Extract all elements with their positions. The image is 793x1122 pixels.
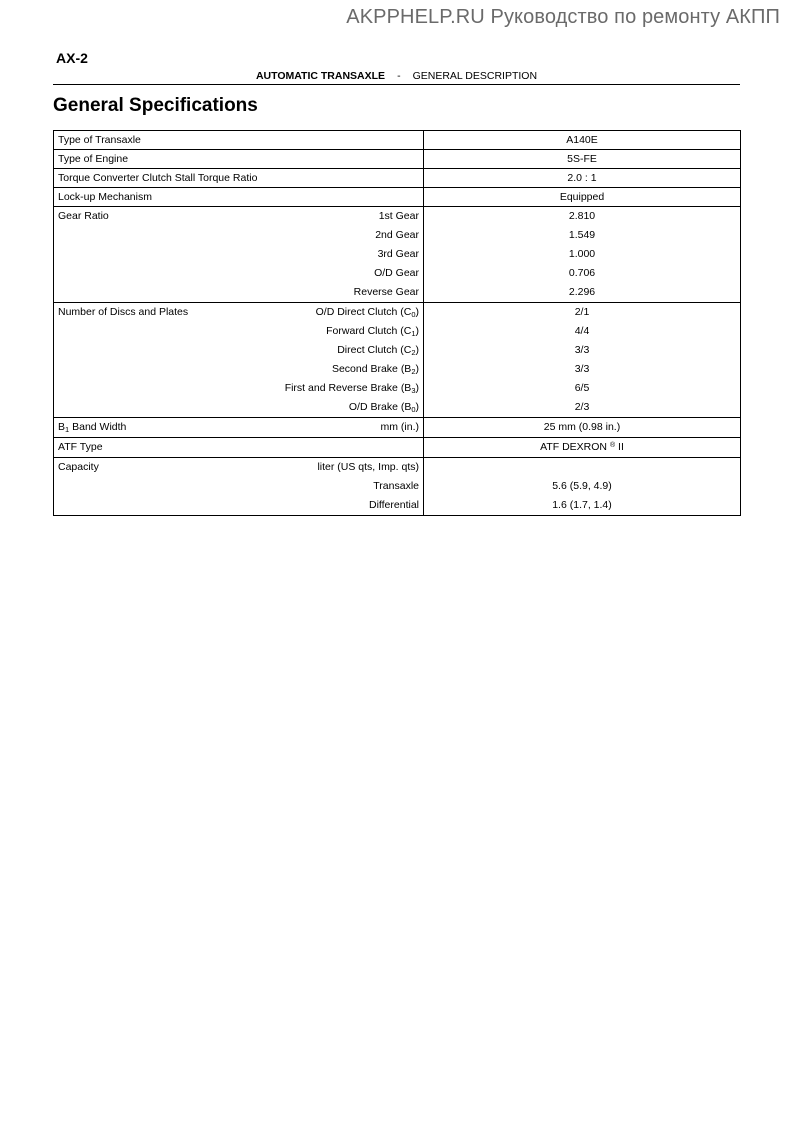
spec-value: 2/3 (424, 398, 741, 418)
spec-label: ATF Type (54, 438, 424, 458)
spec-sublabel: O/D Gear (374, 267, 419, 279)
spec-sublabel: First and Reverse Brake $(B_3)$ (284, 382, 419, 395)
spec-label: Gear Ratio (58, 210, 109, 222)
spec-sublabel: O/D Direct Clutch $(C_0)$ (315, 306, 419, 319)
running-header (53, 69, 740, 85)
spec-value: 5.6 (5.9, 4.9) (424, 477, 741, 496)
section-title: AUTOMATIC TRANSAXLE (255, 70, 386, 82)
table-row (54, 226, 741, 245)
page-title: General Specifications (53, 95, 258, 116)
spec-value: 2.810 (424, 207, 741, 227)
spec-sublabel: O/D Brake $(B_0)$ (348, 401, 419, 414)
table-row (54, 245, 741, 264)
spec-value: 2.296 (424, 283, 741, 303)
spec-value: 1.549 (424, 226, 741, 245)
table-row (54, 264, 741, 283)
table-row (54, 379, 741, 398)
spec-value: 4/4 (424, 322, 741, 341)
spec-sublabel: Transaxle (373, 480, 419, 492)
table-row (54, 283, 741, 303)
spec-label: Torque Converter Clutch Stall Torque Ratio (54, 169, 424, 188)
spec-sublabel: 3rd Gear (377, 248, 419, 260)
spec-table (53, 130, 741, 516)
table-row (54, 418, 741, 438)
table-row (54, 322, 741, 341)
table-row (54, 438, 741, 458)
table-row (54, 477, 741, 496)
table-row (54, 458, 741, 478)
table-row (54, 341, 741, 360)
spec-value: 1.6 (1.7, 1.4) (424, 496, 741, 516)
spec-unit: liter (US qts, Imp. qts) (317, 461, 419, 473)
spec-label: Type of Transaxle (54, 131, 424, 150)
spec-value: A140E (424, 131, 741, 150)
spec-unit: mm (in.) (380, 421, 419, 433)
page-number: AX-2 (56, 50, 88, 66)
spec-value: 2.0 : 1 (424, 169, 741, 188)
spec-sublabel: Differential (369, 499, 419, 511)
table-row (54, 150, 741, 169)
spec-label: Capacity (58, 461, 99, 473)
spec-value: 25 mm (0.98 in.) (424, 418, 741, 438)
subsection-title: GENERAL DESCRIPTION (412, 70, 538, 82)
spec-label: Type of Engine (54, 150, 424, 169)
header-separator: - (397, 70, 401, 82)
table-row (54, 303, 741, 323)
spec-value: ATF DEXRON ® II (424, 438, 741, 458)
table-row (54, 188, 741, 207)
spec-sublabel: Reverse Gear (353, 286, 419, 298)
table-row (54, 360, 741, 379)
spec-value: 6/5 (424, 379, 741, 398)
table-row (54, 398, 741, 418)
spec-value: 1.000 (424, 245, 741, 264)
spec-sublabel: 1st Gear (378, 210, 419, 222)
spec-value (424, 458, 741, 478)
spec-value: 3/3 (424, 360, 741, 379)
spec-sublabel: 2nd Gear (375, 229, 419, 241)
table-row (54, 169, 741, 188)
spec-sublabel: Forward Clutch $(C_1)$ (326, 325, 419, 338)
spec-value: 2/1 (424, 303, 741, 323)
spec-value: 0.706 (424, 264, 741, 283)
spec-value: 5S-FE (424, 150, 741, 169)
spec-sublabel: Second Brake $(B_2)$ (331, 363, 419, 376)
table-row (54, 496, 741, 516)
spec-label: Number of Discs and Plates (58, 306, 189, 318)
spec-label: Lock-up Mechanism (54, 188, 424, 207)
watermark: AKPPHELP.RU Руководство по ремонту АКПП (346, 6, 780, 28)
table-row (54, 207, 741, 227)
spec-value: 3/3 (424, 341, 741, 360)
spec-label: $B_1$ Band Width (58, 421, 127, 434)
spec-value: Equipped (424, 188, 741, 207)
spec-sublabel: Direct Clutch $(C_2)$ (337, 344, 419, 357)
table-row (54, 131, 741, 150)
